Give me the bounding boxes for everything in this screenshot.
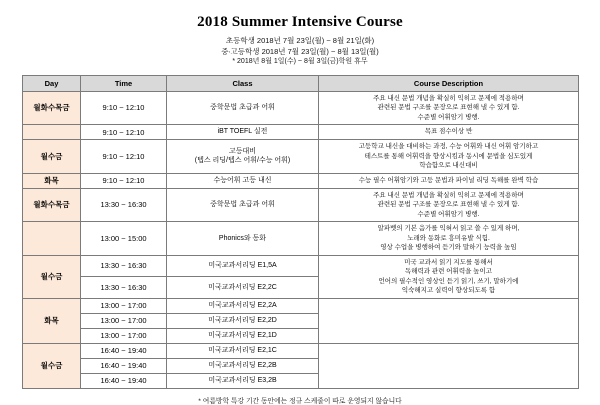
- cell-description: 고등학교 내신을 대비하는 과정, 수능 어휘와 내신 어휘 암기하고 테스트를 통해 어휘력을 향상시킴과 동시에 문법을 심도있게 학습함으로 내신대비: [319, 140, 579, 174]
- page-title: 2018 Summer Intensive Course: [197, 14, 403, 30]
- table-row: [23, 173, 579, 188]
- cell-class: 미국교과서리딩 E2,2A: [167, 298, 319, 313]
- table-row: [23, 125, 579, 140]
- cell-class: Phonics와 동화: [167, 222, 319, 256]
- cell-time: 13:30 ~ 16:30: [81, 188, 167, 222]
- cell-day: 월수금: [23, 343, 81, 388]
- cell-day: 화목: [23, 173, 81, 188]
- cell-class: 미국교과서리딩 E1,5A: [167, 255, 319, 277]
- cell-time: 13:30 ~ 16:30: [81, 255, 167, 277]
- table-row: [23, 140, 579, 174]
- cell-time: 13:30 ~ 16:30: [81, 277, 167, 299]
- subtitle-elementary: 초등학생 2018년 7월 23일(월) ~ 8월 21일(화): [225, 36, 375, 45]
- table-header-row: [23, 75, 579, 91]
- subtitle-closure-notice: * 2018년 8월 1일(수) ~ 8월 3일(금)학원 휴무: [232, 58, 368, 65]
- cell-time: 13:00 ~ 17:00: [81, 313, 167, 328]
- cell-class: 미국교과서리딩 E2,1D: [167, 328, 319, 343]
- cell-day: 월수금: [23, 255, 81, 298]
- cell-time: 9:10 ~ 12:10: [81, 140, 167, 174]
- cell-description: [319, 343, 579, 388]
- cell-time: 16:40 ~ 19:40: [81, 358, 167, 373]
- cell-description: 알파벳의 기본 음가를 익혀서 읽고 쓸 수 있게 하며, 노래와 동화로 흥미유발 식힘. 영상 수업을 병행하여 듣기와 말하기 능력을 높임: [319, 222, 579, 256]
- table-row: [23, 222, 579, 256]
- cell-day: [23, 125, 81, 140]
- cell-description: 수능 필수 어휘암기와 고등 문법과 파이널 리딩 독해를 완벽 학습: [319, 173, 579, 188]
- col-header-class: Class: [167, 75, 319, 91]
- cell-class: 미국교과서리딩 E2,2D: [167, 313, 319, 328]
- cell-day: 월수금: [23, 140, 81, 174]
- cell-class: 고등대비 (텝스 리딩/텝스 어휘/수능 어휘): [167, 140, 319, 174]
- cell-class: 중학문법 초급과 어휘: [167, 188, 319, 222]
- cell-class: 중학문법 초급과 어휘: [167, 91, 319, 125]
- cell-description: 주요 내신 문법 개념을 확실히 익히고 문제에 적용하며 관련된 문법 구조를 문장으로 표현해 낼 수 있게 함. 수준별 어휘암기 병행.: [319, 91, 579, 125]
- cell-description: 목표 점수이상 반: [319, 125, 579, 140]
- cell-class: 미국교과서리딩 E3,2B: [167, 373, 319, 388]
- cell-time: 16:40 ~ 19:40: [81, 373, 167, 388]
- cell-day: 화목: [23, 298, 81, 343]
- table-row: [23, 343, 579, 358]
- col-header-description: Course Description: [319, 75, 579, 91]
- table-body: [23, 91, 579, 388]
- cell-time: 13:00 ~ 17:00: [81, 328, 167, 343]
- course-schedule-table: [22, 75, 579, 389]
- table-row: [23, 255, 579, 277]
- cell-description: 미국 교과서 읽기 지도를 통해서 독해력과 관련 어휘력을 높이고 언어의 필수적인 영상인 듣기 읽기, 쓰기, 말하기에 익숙해지고 실력이 향상되도록 함: [319, 255, 579, 298]
- table-row: [23, 298, 579, 313]
- table-row: [23, 188, 579, 222]
- cell-class: 미국교과서리딩 E2,1C: [167, 343, 319, 358]
- subtitle-middle-high: 중∙고등학생 2018년 7월 23일(월) ~ 8월 13일(월): [221, 46, 379, 56]
- cell-class: 미국교과서리딩 E2,2C: [167, 277, 319, 299]
- cell-class: iBT TOEFL 실전: [167, 125, 319, 140]
- col-header-day: Day: [23, 75, 81, 91]
- table-row: [23, 91, 579, 125]
- cell-day: [23, 222, 81, 256]
- cell-class: 수능어휘 고등 내신: [167, 173, 319, 188]
- cell-time: 16:40 ~ 19:40: [81, 343, 167, 358]
- cell-time: 13:00 ~ 15:00: [81, 222, 167, 256]
- cell-description: [319, 298, 579, 343]
- cell-time: 13:00 ~ 17:00: [81, 298, 167, 313]
- cell-description: 주요 내신 문법 개념을 확실히 익히고 문제에 적용하며 관련된 문법 구조를 문장으로 표현해 낼 수 있게 함. 수준별 어휘암기 병행.: [319, 188, 579, 222]
- cell-time: 9:10 ~ 12:10: [81, 91, 167, 125]
- cell-class: 미국교과서리딩 E2,2B: [167, 358, 319, 373]
- cell-day: 월화수목금: [23, 188, 81, 222]
- cell-day: 월화수목금: [23, 91, 81, 125]
- footer-note: * 여름방학 특강 기간 동안에는 정규 스케줄이 따로 운영되지 않습니다: [198, 397, 402, 405]
- col-header-time: Time: [81, 75, 167, 91]
- cell-time: 9:10 ~ 12:10: [81, 173, 167, 188]
- cell-time: 9:10 ~ 12:10: [81, 125, 167, 140]
